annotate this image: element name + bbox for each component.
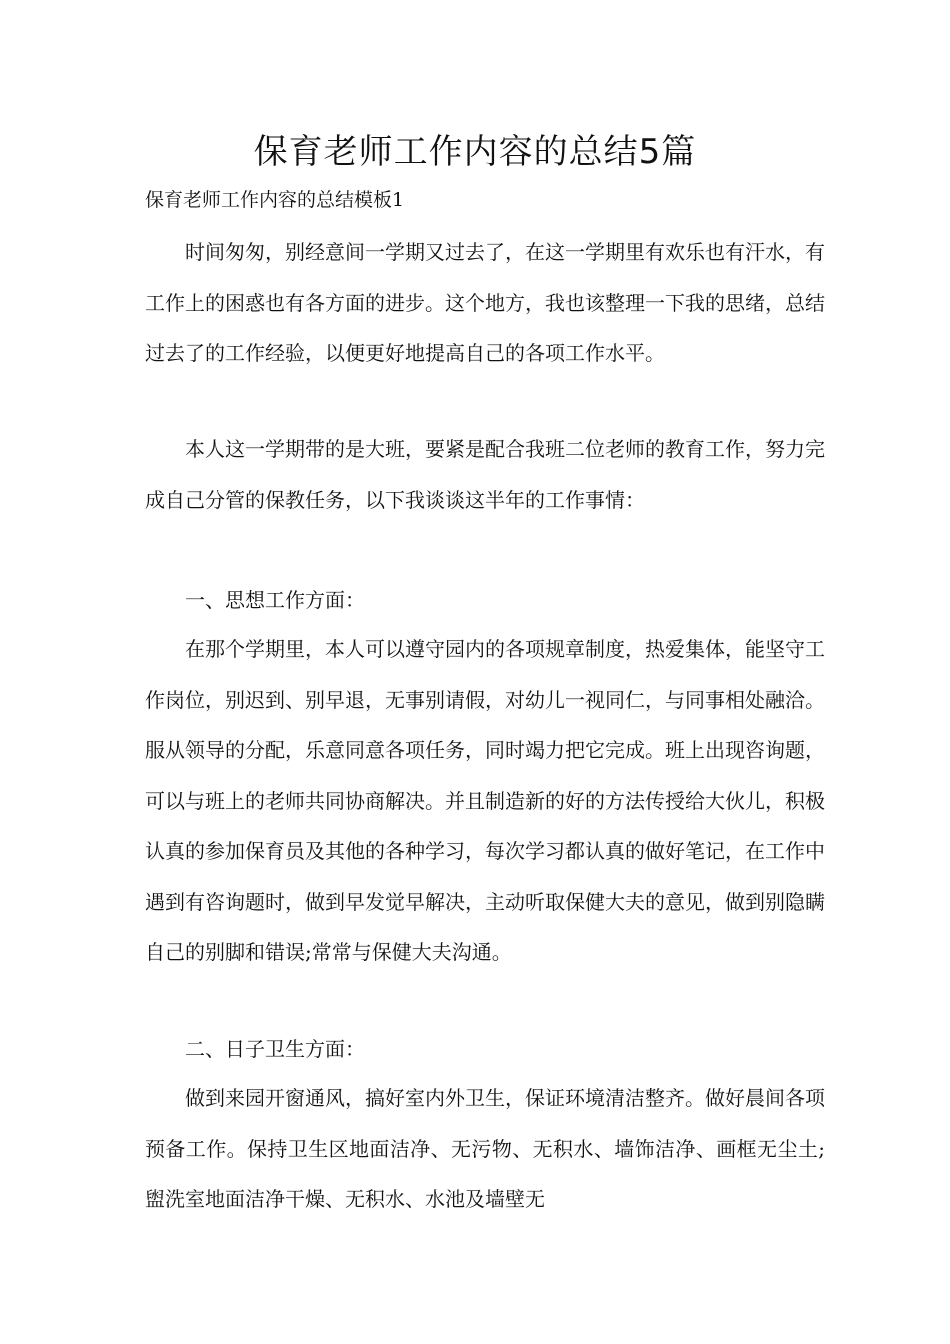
section-body-hygiene: 做到来园开窗通风，搞好室内外卫生，保证环境清洁整齐。做好晨间各项预备工作。保持卫生区地面洁净、无污物、无积水、墙饰洁净、画框无尘土;盥洗室地面洁净干燥、无积水、水池及墙壁无 <box>145 1086 825 1211</box>
intro-paragraph-1: 时间匆匆，别经意间一学期又过去了，在这一学期里有欢乐也有汗水，有工作上的困惑也有各方面的进步。这个地方，我也该整理一下我的思绪，总结过去了的工作经验，以便更好地提高自己的各项工作水平。 <box>145 240 825 365</box>
section-heading-thinking: 一、思想工作方面： <box>185 588 365 612</box>
document-subtitle: 保育老师工作内容的总结模板1 <box>145 189 405 211</box>
section-body-thinking: 在那个学期里，本人可以遵守园内的各项规章制度，热爱集体，能坚守工作岗位，别迟到、别早退，无事别请假，对幼儿一视同仁，与同事相处融洽。服从领导的分配，乐意同意各项任务，同时竭力把它完成。班上出现咨询题，可以与班上的老师共同协商解决。并且制造新的好的方法传授给大伙儿，积极认真的参加保育员及其他的各种学习，每次学习都认真的做好笔记，在工作中遇到有咨询题时，做到早发觉早解决，主动听取保健大夫的意见，做到别隐瞒自己的别脚和错误;常常与保健大夫沟通。 <box>145 637 825 964</box>
intro-paragraph-2: 本人这一学期带的是大班，要紧是配合我班二位老师的教育工作，努力完成自己分管的保教任务，以下我谈谈这半年的工作事情： <box>145 437 825 512</box>
document-title: 保育老师工作内容的总结5篇 <box>253 132 697 172</box>
section-heading-hygiene: 二、日子卫生方面： <box>185 1037 365 1061</box>
